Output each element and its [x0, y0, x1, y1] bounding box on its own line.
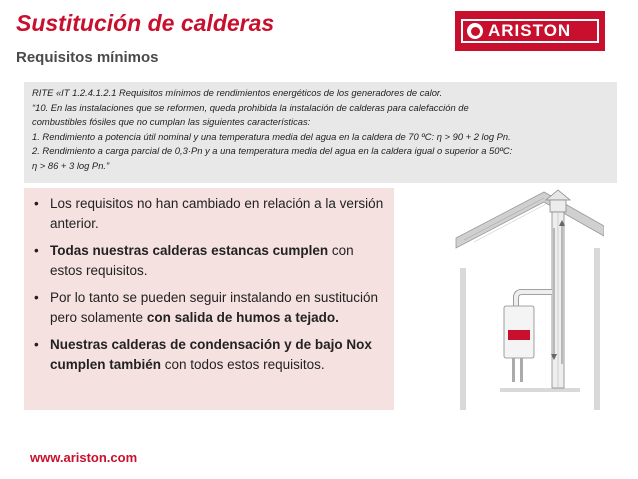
bullet-bold-text: con salida de humos a tejado. — [146, 310, 339, 325]
list-item — [34, 194, 386, 234]
page-title: Sustitución de calderas — [16, 10, 275, 36]
bullet-icon: • — [34, 337, 39, 352]
quote-line: η > 86 + 3 log Pn.” — [32, 159, 110, 171]
list-item — [34, 288, 386, 328]
list-item — [34, 335, 386, 375]
logo-frame — [461, 19, 599, 43]
bullet-icon: • — [34, 243, 39, 258]
list-item — [34, 241, 386, 281]
bullet-text: con todos estos requisitos. — [161, 357, 325, 372]
website-link[interactable]: www.ariston.com — [30, 450, 138, 465]
quote-line: combustibles fósiles que no cumplan las siguientes características: — [32, 116, 311, 127]
bullet-icon: • — [34, 290, 39, 305]
bullet-icon: • — [34, 196, 39, 211]
logo-mark-icon — [467, 23, 483, 39]
requirements-list — [24, 188, 394, 410]
boiler-flue-diagram — [454, 188, 604, 410]
bullet-bold-text: Todas nuestras calderas estancas cumplen — [50, 243, 329, 258]
quote-line: 1. Rendimiento a potencia útil nominal y una temperatura media del agua en la caldera de 70 ºC: η > 90 + 2 log Pn. — [32, 130, 511, 142]
ariston-logo — [455, 11, 605, 51]
bullet-bold-text: Nuestras calderas de condensación y de bajo Nox cumplen también — [50, 337, 372, 372]
bullet-text: Por lo tanto se pueden seguir instalando en sustitución pero solamente — [50, 290, 378, 325]
bullet-text: con estos requisitos. — [50, 243, 354, 278]
page-subtitle: Requisitos mínimos — [16, 49, 159, 66]
quote-line: “10. En las instalaciones que se reformen, queda prohibida la instalación de calderas para calefacción de — [32, 101, 469, 113]
quote-line: 2. Rendimiento a carga parcial de 0,3·Pn y a una temperatura media del agua en la caldera igual o superior a 50ºC: — [32, 145, 513, 156]
logo-text: ARISTON — [488, 21, 572, 40]
quote-line: RITE «IT 1.2.4.1.2.1 Requisitos mínimos de rendimientos energéticos de los generadores de calor. — [32, 87, 443, 98]
regulation-quote — [24, 82, 617, 183]
bullet-text: Los requisitos no han cambiado en relación a la versión anterior. — [50, 196, 384, 231]
